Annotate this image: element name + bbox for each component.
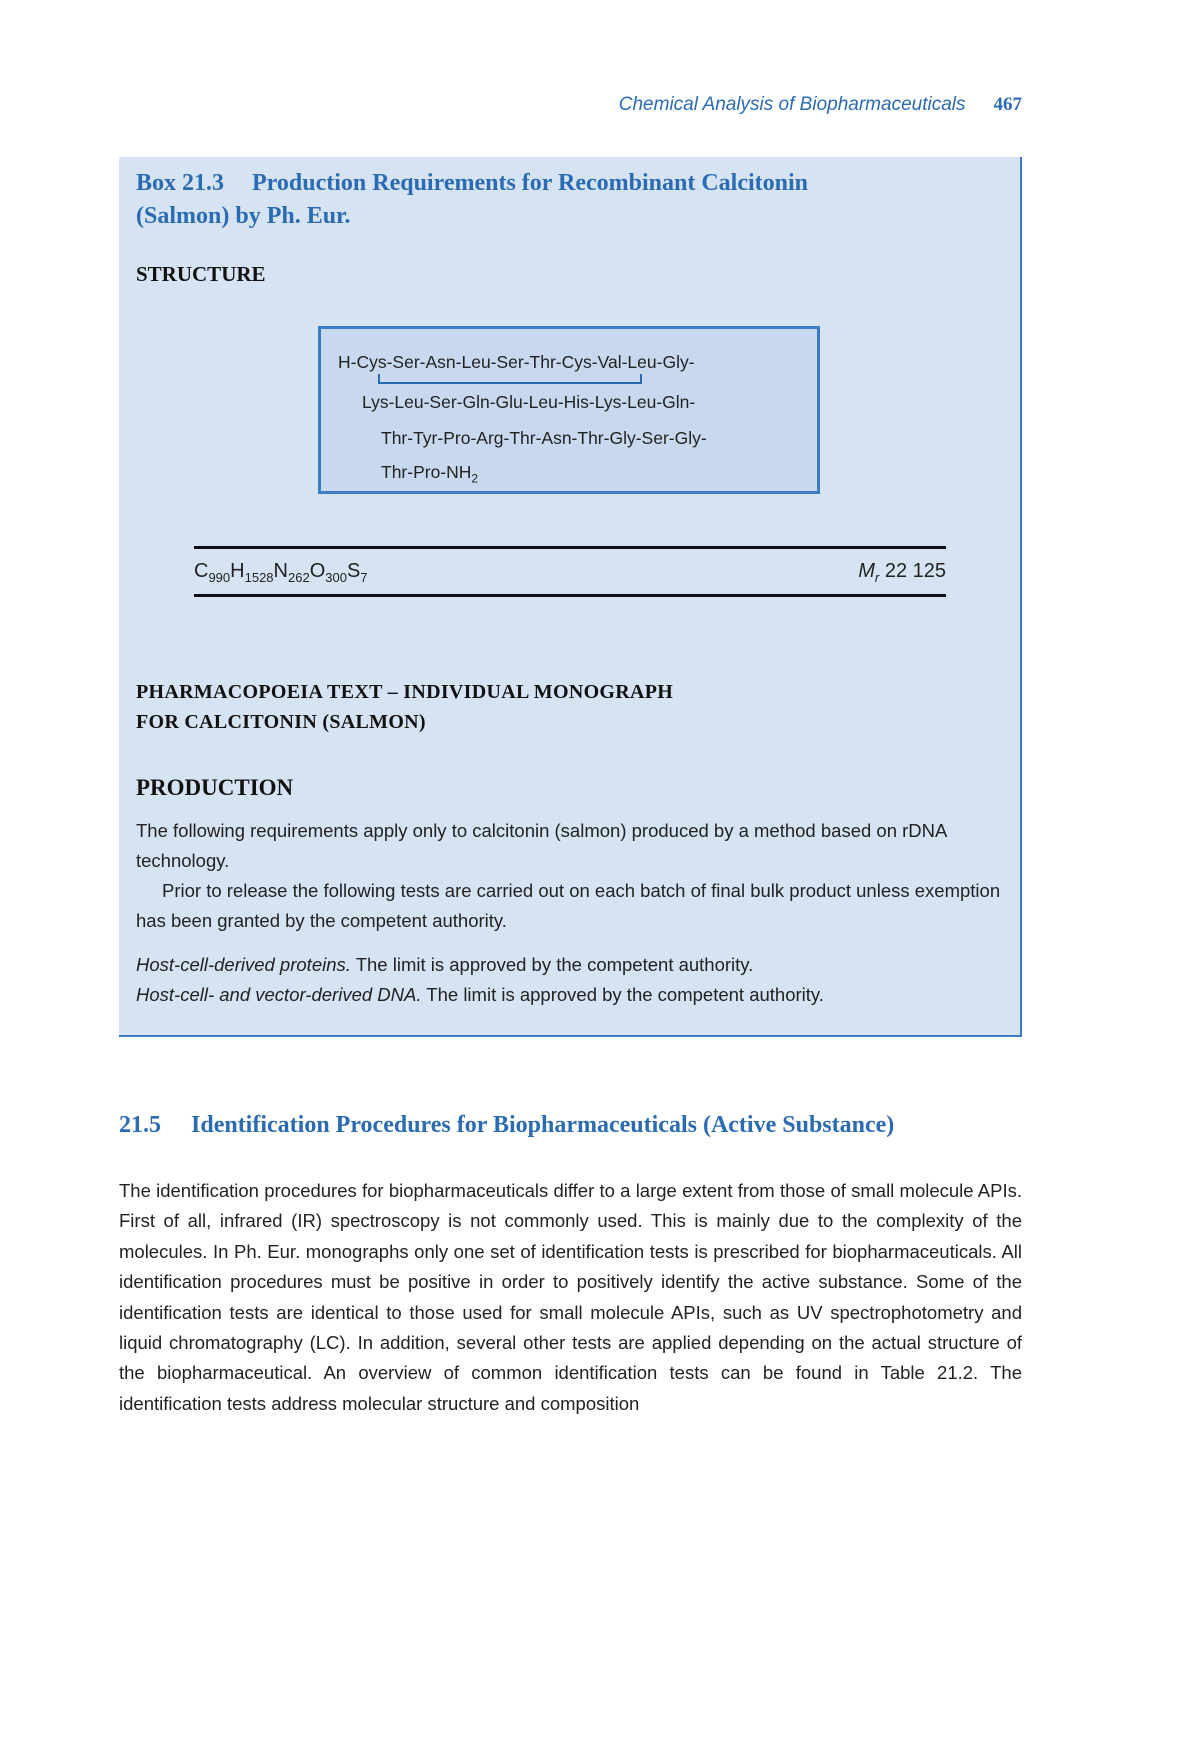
disulfide-bridge <box>378 374 642 384</box>
formula-h-sub: 1528 <box>244 570 274 585</box>
formula-c-sub: 990 <box>208 570 231 585</box>
molecular-formula <box>194 560 368 585</box>
mass-sub: r <box>874 570 880 585</box>
page-number: 467 <box>993 94 1022 115</box>
requirement-item1 <box>136 950 1006 980</box>
mass-label: M <box>858 560 875 582</box>
structure-heading: STRUCTURE <box>136 262 266 286</box>
production-para1: The following requirements apply only to calcitonin (salmon) produced by a method based on rDNA technology. <box>136 820 947 871</box>
item2-text: The limit is approved by the competent authority. <box>421 984 824 1005</box>
formula-n: N <box>273 560 288 582</box>
section-body: The identification procedures for biopharmaceuticals differ to a large extent from those of small molecule APIs. First of all, infrared (IR) spectroscopy is not commonly used. This is mainly due to the complexity of the molecules. In Ph. Eur. monographs only one set of identification tests is prescribed for biopharmaceuticals. All identification procedures must be positive in order to positively identify the active substance. Some of the identification tests are identical to those used for small molecule APIs, such as UV spectrophotometry and liquid chromatography (LC). In addition, several other tests are applied depending on the actual structure of the biopharmaceutical. An overview of common identification tests can be found in Table 21.2. The identification tests address molecular structure and composition <box>119 1180 1022 1414</box>
formula-bottom-rule <box>194 594 946 597</box>
item1-label: Host-cell-derived proteins. <box>136 954 351 975</box>
production-para2: Prior to release the following tests are carried out on each batch of final bulk product unless exemption has been granted by the competent authority. <box>136 880 1001 931</box>
formula-s: S <box>346 560 361 582</box>
formula-n-sub: 262 <box>287 570 310 585</box>
box-title <box>136 167 936 233</box>
formula-o-sub: 300 <box>325 570 347 585</box>
molecular-mass <box>858 560 946 585</box>
box-title-line2: (Salmon) by Ph. Eur. <box>136 203 351 229</box>
item2-label: Host-cell- and vector-derived DNA. <box>136 984 422 1005</box>
production-heading: PRODUCTION <box>136 775 294 800</box>
box-title-line1: Production Requirements for Recombinant Calcitonin <box>252 170 809 196</box>
pharmacopoeia-heading <box>136 677 673 737</box>
formula-top-rule <box>194 546 946 549</box>
section-heading <box>119 1112 894 1139</box>
box-number: Box 21.3 <box>136 170 225 196</box>
requirement-item2 <box>136 980 1006 1010</box>
sequence-line-4 <box>381 462 478 486</box>
pharmacopoeia-line2: FOR CALCITONIN (SALMON) <box>136 711 426 733</box>
sequence-line-1: H-Cys-Ser-Asn-Leu-Ser-Thr-Cys-Val-Leu-Gly- <box>338 352 695 372</box>
formula-s-sub: 7 <box>360 570 368 585</box>
running-title: Chemical Analysis of Biopharmaceuticals <box>618 94 966 115</box>
sequence-line-4-text: Thr-Pro-NH <box>381 462 472 482</box>
formula-c: C <box>194 560 209 582</box>
item1-text: The limit is approved by the competent authority. <box>350 954 754 975</box>
formula-o: O <box>309 560 326 582</box>
sequence-line-3: Thr-Tyr-Pro-Arg-Thr-Asn-Thr-Gly-Ser-Gly- <box>381 428 707 448</box>
pharmacopoeia-line1: PHARMACOPOEIA TEXT – INDIVIDUAL MONOGRAPH <box>136 681 674 703</box>
section-title: Identification Procedures for Biopharmaceuticals (Active Substance) <box>191 1112 895 1138</box>
sequence-line-4-sub: 2 <box>471 471 479 486</box>
formula-h: H <box>230 560 245 582</box>
section-number: 21.5 <box>119 1112 161 1138</box>
running-header <box>560 94 1022 116</box>
sequence-line-2: Lys-Leu-Ser-Gln-Glu-Leu-His-Lys-Leu-Gln- <box>362 392 696 412</box>
mass-value: 22 125 <box>884 560 946 582</box>
